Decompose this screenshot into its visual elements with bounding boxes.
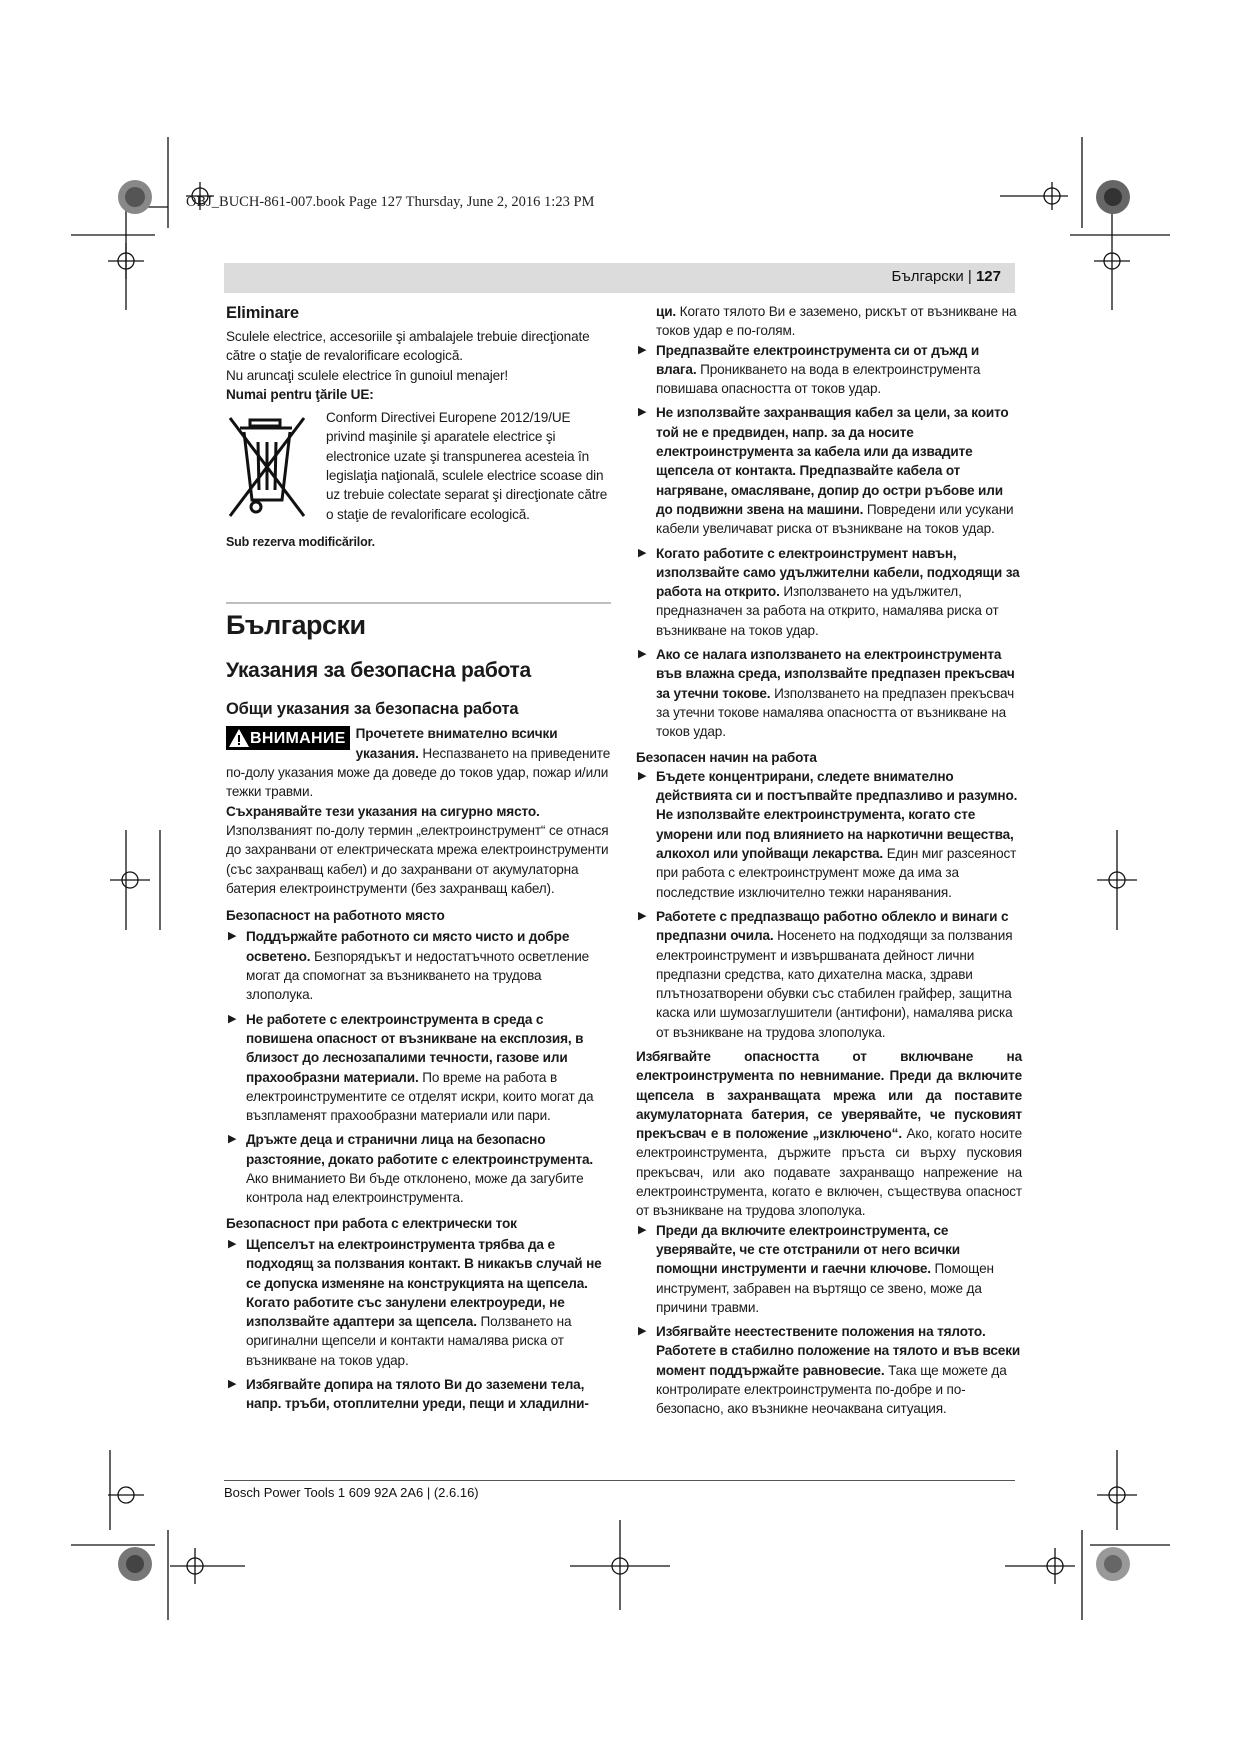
page-footer — [224, 1480, 1015, 1500]
print-info-line: OBJ_BUCH-861-007.book Page 127 Thursday, June 2, 2016 1:23 PM — [186, 194, 595, 210]
bullet-arrow-icon: ▶ — [638, 546, 647, 559]
eliminare-title: Eliminare — [226, 304, 299, 322]
safety-title: Указания за безопасна работа — [226, 659, 531, 683]
list-item: ▶ Дръжте деца и странични лица на безопасно разстояние, докато работите с електроинструмента. Ако вниманието Ви бъде отклонено, може да загубите контрола над електроинструмента. — [228, 1132, 594, 1206]
electric-list — [226, 1235, 611, 1414]
continued-text: ци. Когато тялото Ви е заземено, рискът от възникване на токов удар е по-голям. — [656, 304, 1017, 339]
section-divider — [226, 602, 611, 604]
list-item: ▶ Когато работите с електроинструмент навън, използвайте само удължителни кабели, подходящи за работа на открито. Използването на удължител, предназначен за работа на открито, намалява риска от възникване на токов удар. — [638, 545, 1020, 638]
avoid-start-paragraph: Избягвайте опасността от включване на електроинструмента по невнимание. Преди да включите щепсела в захранващата мрежа или да поставите акумулаторната батерия, се уверявайте, че пусковият прекъсвач е в положение „изключено“. Ако, когато носите електроинструмента, държите пръста си върху пусковия прекъсвач, или ако подавате захранващо напрежение на електроинструмента, когато е включен, съществува опасност от възникване на трудова злополука. — [636, 1048, 1022, 1219]
eliminare-para-1: Sculele electrice, accesoriile şi ambalajele trebuie direcţionate către o staţie de revalorificare ecologică. — [226, 329, 590, 364]
left-column — [226, 303, 611, 1419]
warning-paragraph — [226, 724, 611, 801]
bullet-arrow-icon: ▶ — [638, 909, 647, 922]
workplace-list — [226, 927, 611, 1207]
list-item: ▶ Не работете с електроинструмента в среда с повишена опасност от възникване на експлозия, в близост до леснозапалими течности, газове или прахообразни материали. По време на работа в електроинструментите се отделят искри, които могат да възпламенят прахообразни материали или пари. — [228, 1011, 594, 1124]
reserve-note: Sub rezerva modificărilor. — [226, 535, 375, 550]
header-language: Български — [891, 268, 964, 285]
bullet-arrow-icon: ▶ — [228, 930, 237, 943]
page-number: 127 — [975, 268, 1001, 285]
warning-badge — [226, 726, 350, 750]
bullet-arrow-icon: ▶ — [228, 1012, 237, 1025]
weee-crossed-bin-icon — [226, 410, 308, 522]
list-item: ▶ Щепселът на електроинструмента трябва да е подходящ за ползвания контакт. В никакъв случай не се допуска изменяне на конструкцията на щепсела. Когато работите със занулени електроуреди, не използвайте адаптери за щепсела. Ползването на оригинални щепсели и контакти намалява риска от възникване на токов удар. — [228, 1236, 602, 1368]
list-item: ▶ Работете с предпазващо работно облекло и винаги с предпазни очила. Носенето на подходящи за ползвания електроинструмент и извършваната дейност лични предпазни средства, като дихателна маска, здрави плътнозатворени обувки със стабилен грайфер, защитна каска или шумозаглушители (антифони), намалява риска от възникване на трудова злополука. — [638, 908, 1013, 1040]
safe-work-title: Безопасен начин на работа — [636, 749, 817, 765]
bullet-arrow-icon: ▶ — [638, 343, 647, 356]
keep-instructions: Съхранявайте тези указания на сигурно място. — [226, 803, 540, 819]
list-item: ▶ Бъдете концентрирани, следете внимателно действията си и постъпвайте предпазливо и разумно. Не използвайте електроинструмента, когато сте уморени или под влиянието на наркотични вещества, алкохол или упойващи лекарства. Един миг разсеяност при работа с електроинструмент може да има за последствие изключително тежки наранявания. — [638, 768, 1018, 900]
bullet-arrow-icon: ▶ — [228, 1133, 237, 1146]
bullet-arrow-icon: ▶ — [228, 1377, 237, 1390]
warning-triangle-icon — [228, 728, 250, 748]
list-item: ▶ Преди да включите електроинструмента, се уверявайте, че сте отстранили от него всички помощни инструменти и гаечни ключове. Помощен инструмент, забравен на въртящо се звено, може да причини травми. — [638, 1222, 994, 1315]
bullet-arrow-icon: ▶ — [638, 1223, 647, 1236]
eliminare-para-2: Nu aruncaţi sculele electrice în gunoiul menajer! — [226, 367, 509, 383]
list-item: ▶ Избягвайте допира на тялото Ви до заземени тела, напр. тръби, отоплителни уреди, пещи и хладилни- — [228, 1376, 589, 1412]
footer-text: Bosch Power Tools 1 609 92A 2A6 | (2.6.16) — [224, 1485, 479, 1500]
page-header: Български | 127 — [224, 263, 1015, 293]
list-item: ▶ Поддържайте работното си място чисто и добре осветено. Безпорядъкът и недостатъчното осветление могат да спомогнат за възникването на трудова злополука. — [228, 929, 590, 1003]
workplace-title: Безопасност на работното място — [226, 908, 445, 924]
warning-text: Неспазването на приведените по-долу указания може да доведе до токов удар, пожар и/или тежки травми. — [226, 745, 611, 800]
list-item: ▶ Не използвайте захранващия кабел за цели, за които той не е предвиден, напр. за да носите електроинструмента за кабела или да извадите щепсела от контакта. Предпазвайте кабела от нагряване, омасляване, допир до остри ръбове или до подвижни звена на машини. Повредени или усукани кабели увеличават риска от възникване на токов удар. — [638, 405, 1014, 537]
term-definition: Използваният по-долу термин „електроинструмент“ се отнася до захранвани от електрическата мрежа електроинструменти (със захранващ кабел) и до захранвани от акумулаторна батерия електроинструменти (без захранващ кабел). — [226, 822, 609, 896]
warning-bold: Прочетете внимателно всички указания. — [355, 726, 558, 761]
electric-title: Безопасност при работа с електрически ток — [226, 1215, 517, 1231]
bullet-arrow-icon: ▶ — [638, 406, 647, 419]
warning-label: ВНИМАНИЕ — [250, 729, 346, 747]
bullet-arrow-icon: ▶ — [638, 1325, 647, 1338]
list-item: ▶ Предпазвайте електроинструмента си от дъжд и влага. Проникването на вода в електроинструмента повишава опасността от токов удар. — [638, 342, 981, 397]
bullet-arrow-icon: ▶ — [638, 769, 647, 782]
list-item: ▶ Ако се налага използването на електроинструмента във влажна среда, използвайте предпазен прекъсвач за утечни токове. Използването на предпазен прекъсвач за утечни токове намалява опасността от възникване на токов удар. — [638, 647, 1015, 740]
right-column — [636, 302, 1022, 1424]
bullet-arrow-icon: ▶ — [638, 648, 647, 661]
eu-title: Numai pentru ţările UE: — [226, 386, 374, 402]
language-title: Български — [226, 610, 366, 641]
bullet-arrow-icon: ▶ — [228, 1237, 237, 1250]
eu-directive-text: Conform Directivei Europene 2012/19/UE privind maşinile şi aparatele electrice şi electronice uzate şi transpunerea acesteia în legislaţia naţională, sculele electrice scoase din uz trebuie colectate separat şi direcţionate către o staţie de revalorificare ecologică. — [326, 410, 608, 522]
list-item: ▶ Избягвайте неестествените положения на тялото. Работете в стабилно положение на тялото и във всеки момент поддържайте равновесие. Така ще можете да контролирате електроинструмента по-добре и по-безопасно, ако възникне неочаквана ситуация. — [638, 1324, 1021, 1417]
general-safety-title: Общи указания за безопасна работа — [226, 700, 519, 719]
